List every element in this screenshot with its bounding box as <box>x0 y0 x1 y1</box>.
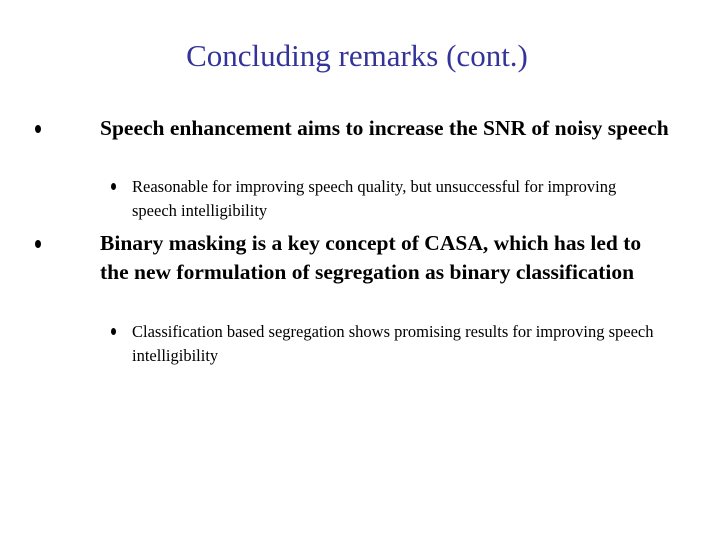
bullet-text: Speech enhancement aims to increase the SNR of noisy speech <box>100 116 669 140</box>
sub-bullet-dot-icon <box>111 183 116 190</box>
sub-bullet-item <box>132 320 662 368</box>
bullet-item <box>100 114 670 143</box>
bullet-dot-icon <box>35 125 41 133</box>
bullet-text: Binary masking is a key concept of CASA, which has led to the new formulation of segregation as binary classification <box>100 231 642 284</box>
sub-bullet-text: Reasonable for improving speech quality, but unsuccessful for improving speech intelligibility <box>132 177 617 220</box>
bullet-item <box>100 229 670 287</box>
sub-bullet-item <box>132 175 662 223</box>
sub-bullet-dot-icon <box>111 328 116 335</box>
slide-title: Concluding remarks (cont.) <box>186 38 528 73</box>
sub-bullet-text: Classification based segregation shows promising results for improving speech intelligibility <box>132 322 654 365</box>
bullet-dot-icon <box>35 240 41 248</box>
